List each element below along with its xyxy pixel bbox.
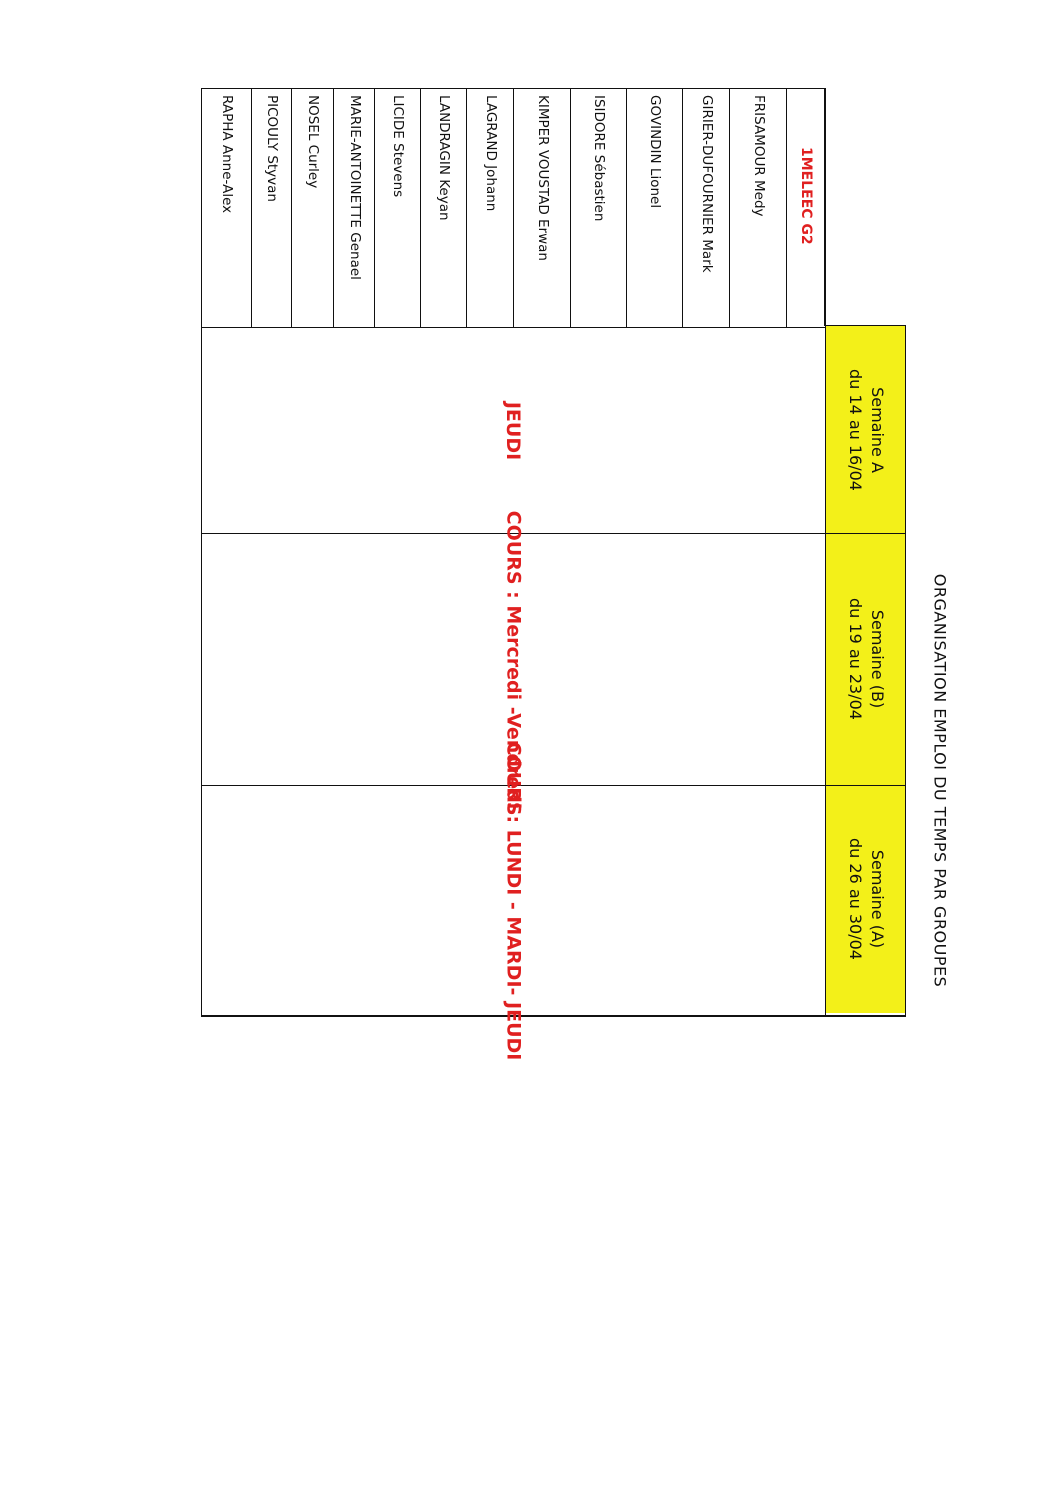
student-name: NOSEL Curley: [305, 95, 321, 189]
week-2-label: Semaine (B): [868, 609, 887, 709]
student-name: LICIDE Stevens: [390, 95, 406, 198]
course-week-1: JEUDI: [501, 401, 524, 460]
student-name: FRISAMOUR Medy: [750, 95, 767, 217]
student-cell: [201, 89, 251, 327]
student-name: LAGRAND Johann: [482, 95, 499, 212]
student-name: PICOULY Styvan: [264, 95, 280, 202]
page-title: ORGANISATION EMPLOI DU TEMPS PAR GROUPES: [930, 573, 950, 987]
student-cell: [374, 89, 420, 327]
week-1-dates: du 14 au 16/04: [846, 368, 865, 491]
student-cell: [251, 89, 291, 327]
week-3-dates: du 26 au 30/04: [846, 838, 865, 960]
week-1-label: Semaine A: [868, 386, 887, 473]
student-cell: [682, 89, 729, 327]
week-2-dates: du 19 au 23/04: [846, 598, 865, 720]
group-label: 1MELEEC G2: [798, 147, 814, 245]
student-name: LANDRAGIN Keyan: [436, 95, 452, 221]
course-cell-3: [202, 741, 824, 1060]
course-cell-1: [202, 328, 824, 533]
course-week-2: COURS : Mercredi -Vendredi: [501, 510, 524, 809]
table-border: [201, 1015, 906, 1017]
student-cell: [466, 89, 513, 327]
student-name: KIMPER VOUSTAD Erwan: [534, 95, 551, 261]
student-cell: [291, 89, 333, 327]
week-header-1: [826, 326, 906, 533]
student-cell: [729, 89, 786, 327]
week-header-3: [826, 785, 906, 1013]
student-name: RAPHA Anne-Alex: [219, 95, 235, 214]
student-cell: [513, 89, 570, 327]
student-cell: [626, 89, 682, 327]
student-cell: [333, 89, 374, 327]
student-name: MARIE-ANTOINETTE Genael: [346, 95, 363, 280]
student-name: GIRIER-DUFOURNIER Mark: [698, 95, 715, 273]
group-label-cell: [786, 89, 824, 327]
student-name: GOVINDIN Lionel: [647, 95, 663, 209]
table-border: [824, 88, 826, 326]
page-title-wrap: [910, 430, 970, 1130]
student-cell: [570, 89, 626, 327]
student-name: ISIDORE Sébastien: [591, 95, 607, 222]
week-header-2: [826, 533, 906, 785]
week-3-label: Semaine (A): [868, 849, 887, 949]
student-cell: [420, 89, 466, 327]
course-week-3: COURS: LUNDI - MARDI- JEUDI: [501, 741, 524, 1060]
